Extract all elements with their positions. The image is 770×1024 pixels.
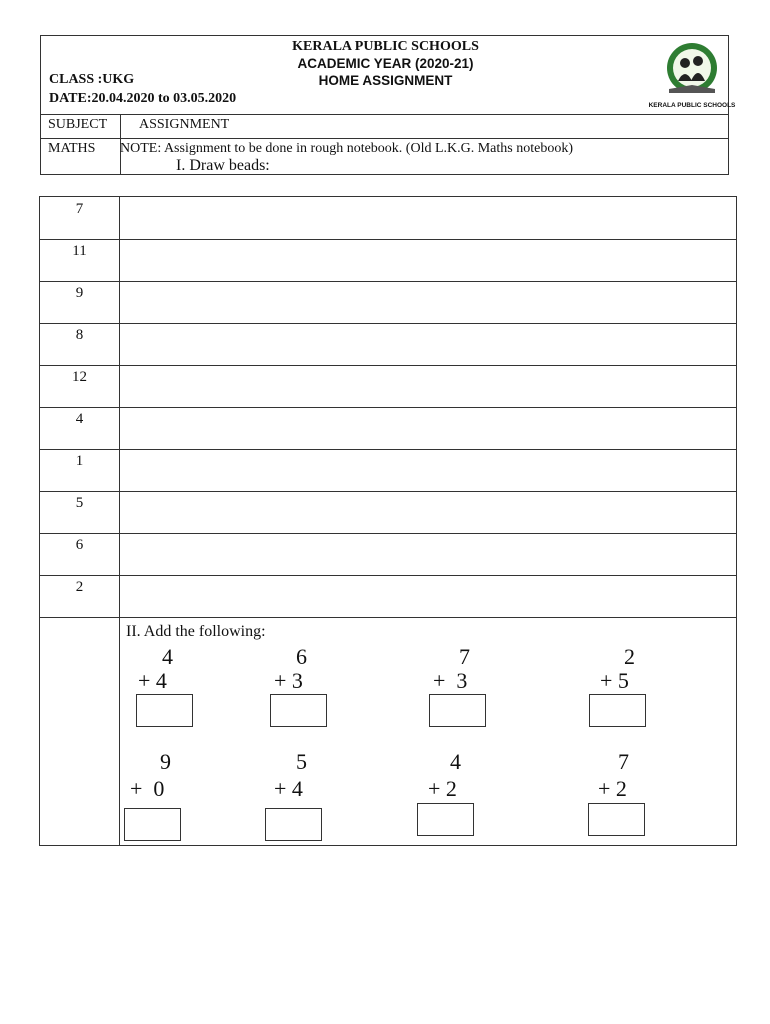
header-box xyxy=(40,35,736,175)
assignment-column-header: ASSIGNMENT xyxy=(139,117,230,132)
answer-box[interactable] xyxy=(588,803,645,836)
subject-maths: MATHS xyxy=(48,141,96,156)
table-row xyxy=(40,449,736,492)
addition-top-number: 4 xyxy=(450,749,461,774)
bead-number: 1 xyxy=(75,453,84,469)
school-logo xyxy=(648,41,736,111)
answer-box[interactable] xyxy=(265,808,322,841)
addition-top-number: 7 xyxy=(459,644,470,669)
divider xyxy=(41,114,728,115)
addition-top-number: 9 xyxy=(160,749,171,774)
subject-column-header: SUBJECT xyxy=(48,117,108,132)
addition-bottom-number: + 4 xyxy=(138,668,167,693)
logo-text: KERALA PUBLIC SCHOOLS xyxy=(648,102,736,109)
answer-box[interactable] xyxy=(429,694,486,727)
answer-box[interactable] xyxy=(136,694,193,727)
assignment-note: NOTE: Assignment to be done in rough notebook. (Old L.K.G. Maths notebook) xyxy=(120,141,574,156)
addition-top-number: 5 xyxy=(296,749,307,774)
table-row xyxy=(40,533,736,576)
addition-bottom-number: + 3 xyxy=(433,668,468,693)
table-row xyxy=(40,575,736,618)
bead-number: 2 xyxy=(75,579,84,595)
bead-number: 12 xyxy=(72,369,87,385)
academic-year: ACADEMIC YEAR (2020-21) xyxy=(297,56,474,71)
section2-title: II. Add the following: xyxy=(126,623,266,640)
section1-title: I. Draw beads: xyxy=(176,157,270,174)
table-row xyxy=(40,197,736,240)
bead-number: 4 xyxy=(75,411,84,427)
answer-box[interactable] xyxy=(589,694,646,727)
bead-number: 11 xyxy=(72,243,87,259)
table-row xyxy=(40,323,736,366)
bead-number: 9 xyxy=(75,285,84,301)
addition-bottom-number: + 5 xyxy=(600,668,629,693)
addition-bottom-number: + 0 xyxy=(130,776,165,801)
bead-number: 5 xyxy=(75,495,84,511)
addition-bottom-number: + 4 xyxy=(274,776,303,801)
assignment-title: HOME ASSIGNMENT xyxy=(318,73,453,88)
answer-box[interactable] xyxy=(417,803,474,836)
bead-number: 7 xyxy=(75,201,84,217)
addition-bottom-number: + 3 xyxy=(274,668,303,693)
addition-bottom-number: + 2 xyxy=(598,776,627,801)
answer-box[interactable] xyxy=(270,694,327,727)
school-heading xyxy=(41,38,730,89)
date-label: DATE:20.04.2020 to 03.05.2020 xyxy=(49,91,237,106)
answer-box[interactable] xyxy=(124,808,181,841)
table-row xyxy=(40,407,736,450)
class-label: CLASS :UKG xyxy=(49,72,135,87)
beads-table xyxy=(39,196,737,846)
table-row xyxy=(40,365,736,408)
addition-bottom-number: + 2 xyxy=(428,776,457,801)
school-name: KERALA PUBLIC SCHOOLS xyxy=(292,39,479,54)
table-row xyxy=(40,491,736,534)
table-row xyxy=(40,239,736,282)
bead-number: 8 xyxy=(75,327,84,343)
addition-top-number: 4 xyxy=(162,644,173,669)
addition-top-number: 7 xyxy=(618,749,629,774)
table-row xyxy=(40,281,736,324)
addition-top-number: 6 xyxy=(296,644,307,669)
divider xyxy=(41,138,728,139)
bead-number: 6 xyxy=(75,537,84,553)
addition-top-number: 2 xyxy=(624,644,635,669)
